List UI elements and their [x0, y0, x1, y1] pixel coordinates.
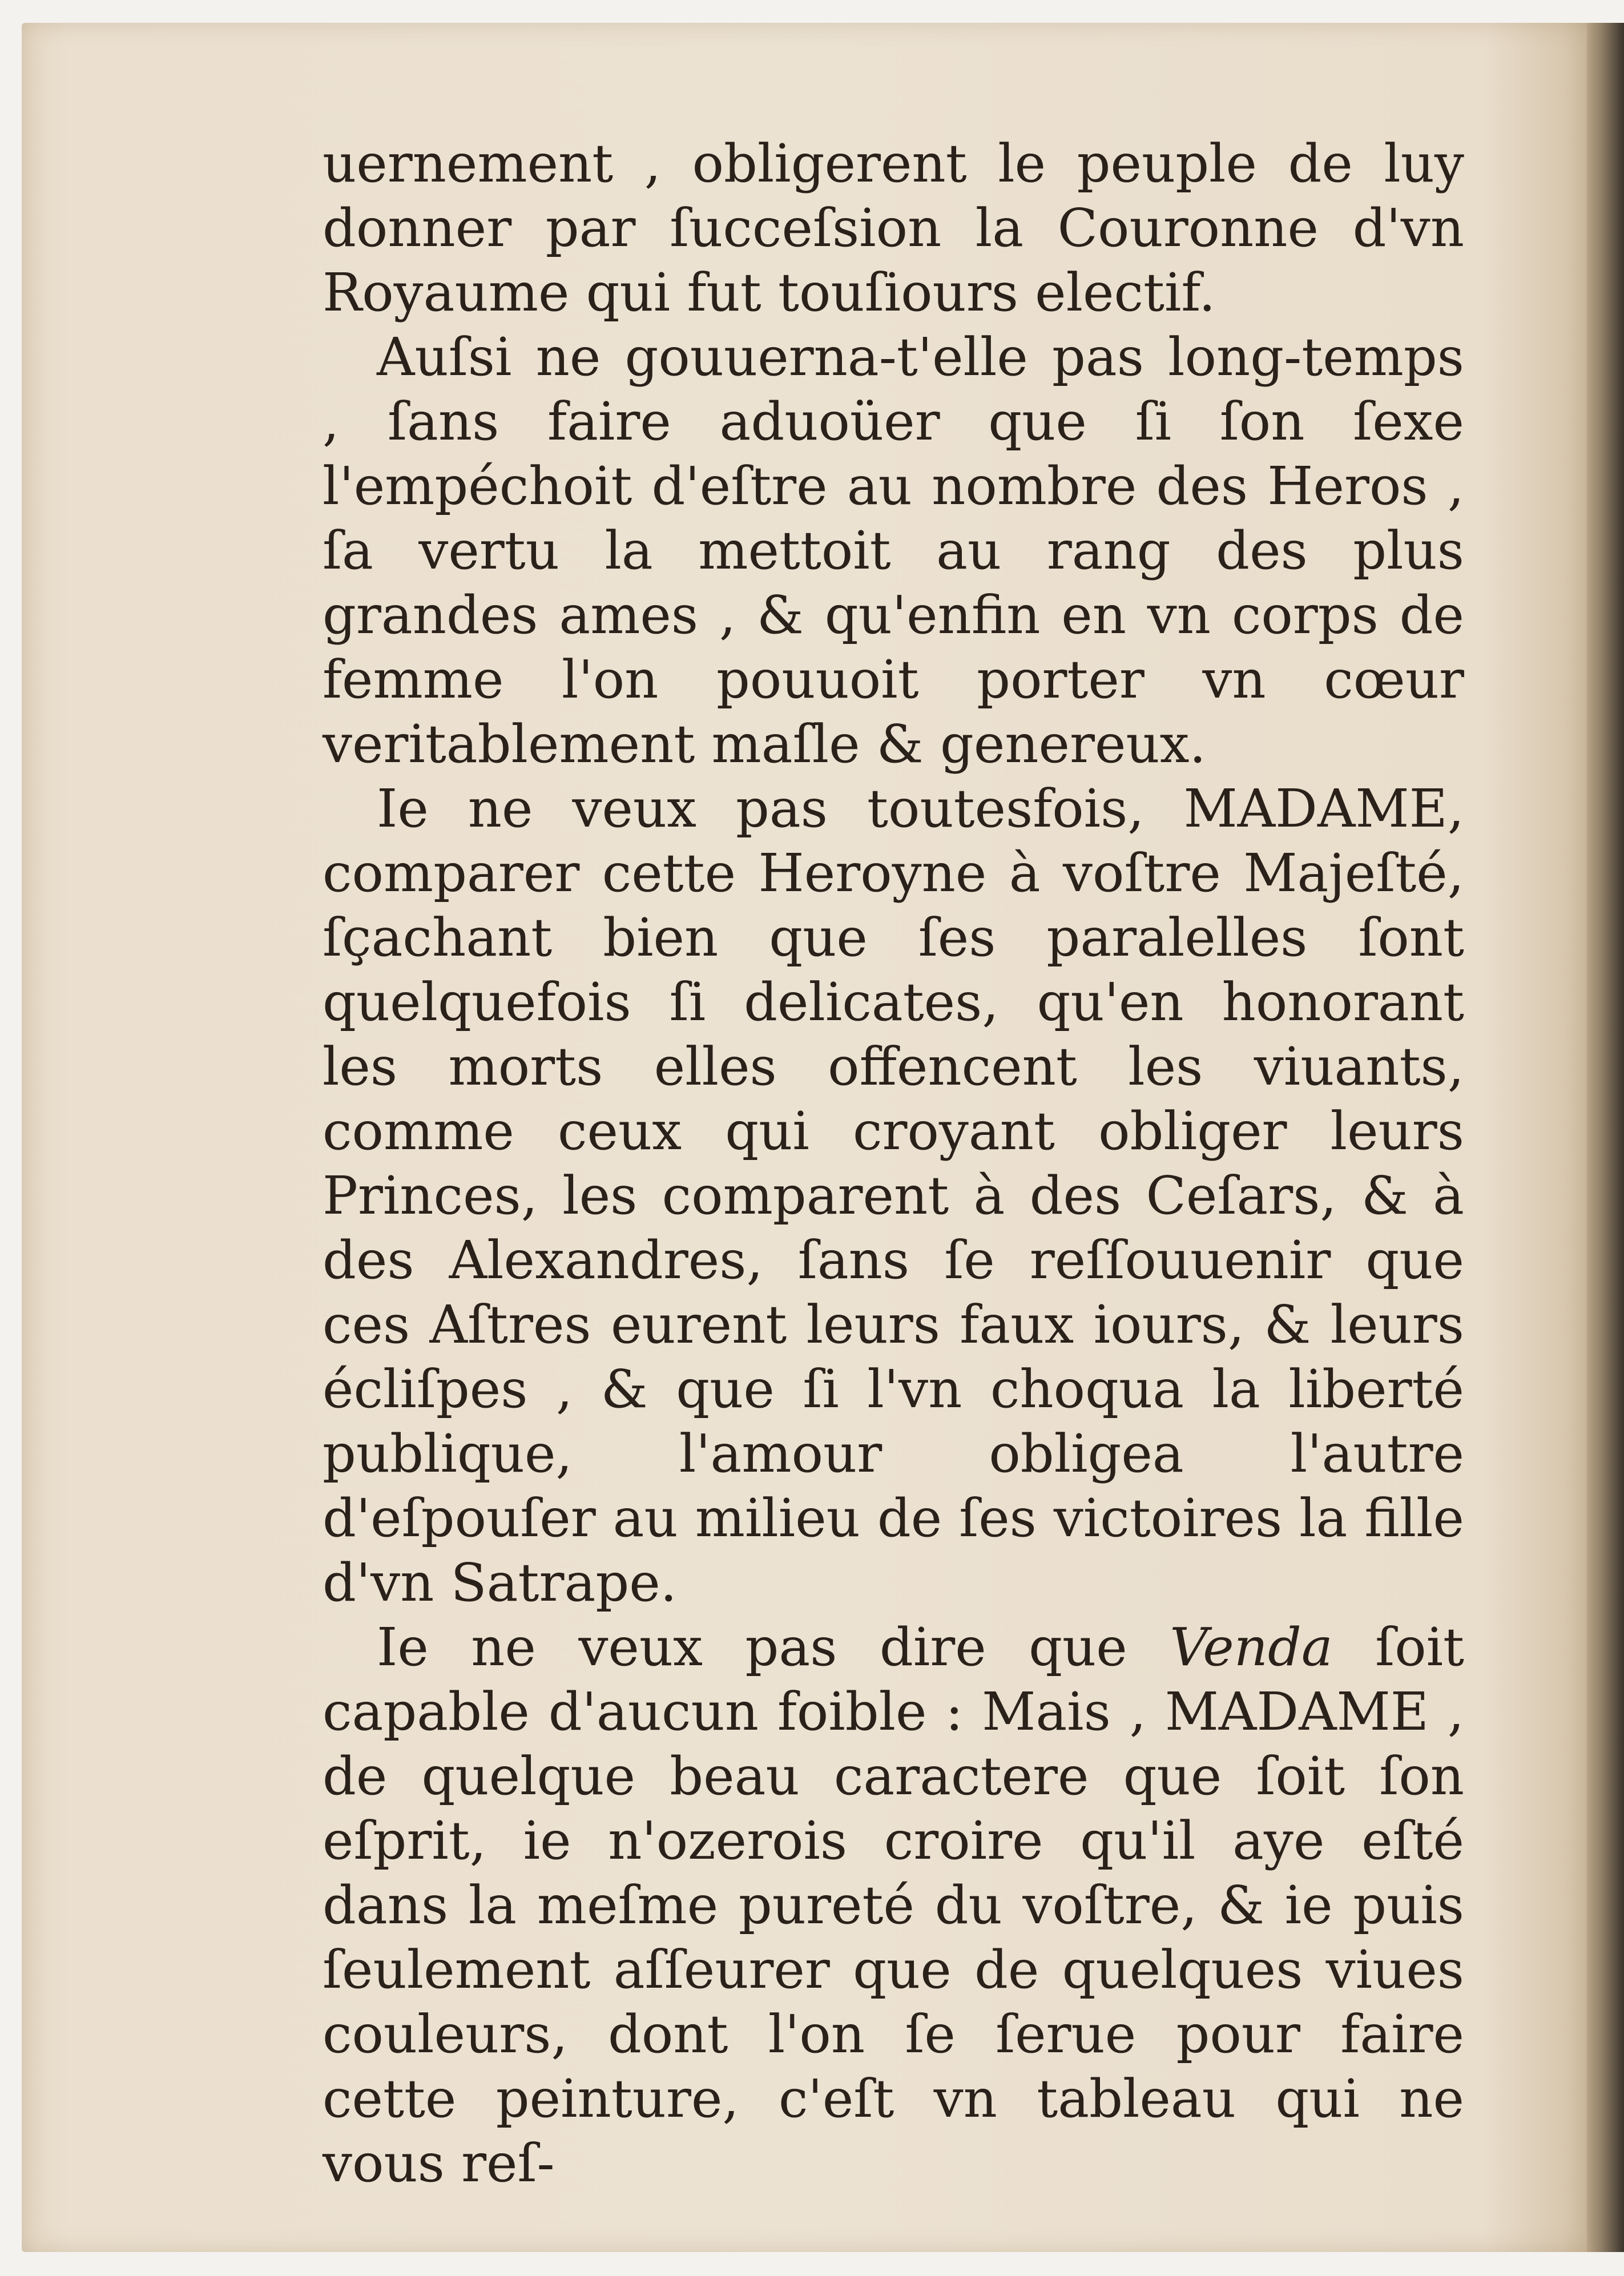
- paragraph-2: Auſsi ne gouuerna-t'elle pas long-temps , ſans faire aduoüer que ſi ſon ſexe l'empéchoit d'eſtre au nombre des Heros , ſa vertu la mettoit au rang des plus grandes ames , & qu'enfin en vn corps de femme l'on pouuoit porter vn cœur veritablement maſle & genereux.: [323, 327, 1464, 775]
- paragraph-4-text-start: Ie ne veux pas dire que: [377, 1617, 1170, 1678]
- paragraph-4-text-rest: ſoit capable d'aucun foible : Mais , MADAME , de quelque beau caractere que ſoit ſon eſprit, ie n'ozerois croire qu'il aye eſté dans la meſme pureté du voſtre, & ie puis ſeulement aſſeurer que de quelques viues couleurs, dont l'on ſe ſerue pour faire cette peinture, c'eſt vn tableau qui ne vous reſ-: [323, 1617, 1465, 2194]
- paragraph-1: uernement , obligerent le peuple de luy donner par ſucceſsion la Couronne d'vn Royaume qui fut touſiours electif.: [323, 133, 1464, 323]
- book-edge: [1587, 23, 1624, 2252]
- paragraph-4: [323, 1615, 1464, 2196]
- paragraph-3: Ie ne veux pas toutesfois, MADAME, comparer cette Heroyne à voſtre Majeſté, ſçachant bien que ſes paralelles ſont quelquefois ſi delicates, qu'en honorant les morts elles offencent les viuants, comme ceux qui croyant obliger leurs Princes, les comparent à des Ceſars, & à des Alexandres, ſans ſe reſſouuenir que ces Aſtres eurent leurs faux iours, & leurs écliſpes , & que ſi l'vn choqua la liberté publique, l'amour obligea l'autre d'eſpouſer au milieu de ſes victoires la fille d'vn Satrape.: [323, 778, 1464, 1613]
- page-text-block: [323, 131, 1464, 2196]
- italic-name-venda: Venda: [1170, 1617, 1333, 1678]
